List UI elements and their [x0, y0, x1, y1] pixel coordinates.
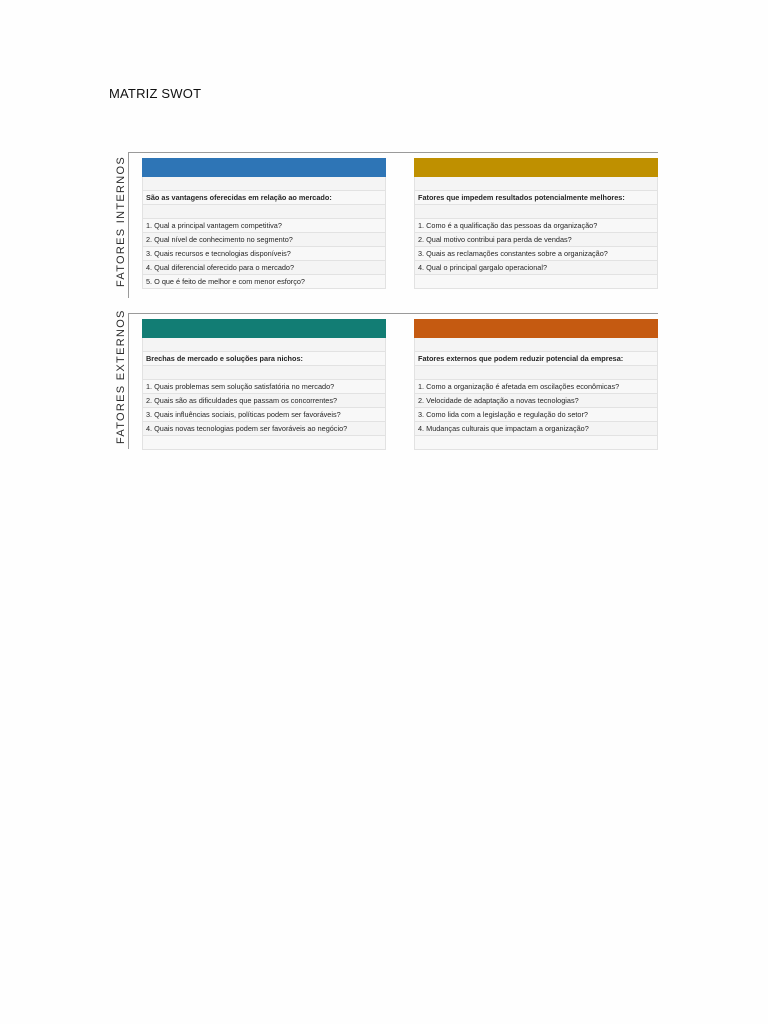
blank-row	[142, 205, 386, 219]
weaknesses-quadrant	[414, 158, 658, 289]
threats-item: 4. Mudanças culturais que impactam a organização?	[414, 422, 658, 436]
blank-row	[414, 366, 658, 380]
strengths-heading: São as vantagens oferecidas em relação ao mercado:	[142, 191, 386, 205]
strengths-item: 4. Qual diferencial oferecido para o mercado?	[142, 261, 386, 275]
opportunities-quadrant	[142, 319, 386, 450]
weaknesses-item: 1. Como é a qualificação das pessoas da organização?	[414, 219, 658, 233]
threats-item: 1. Como a organização é afetada em oscilações econômicas?	[414, 380, 658, 394]
blank-row	[414, 205, 658, 219]
weaknesses-header-bar	[414, 158, 658, 177]
internal-factors-label: FATORES INTERNOS	[115, 155, 127, 287]
section-bracket	[128, 313, 137, 449]
weaknesses-heading: Fatores que impedem resultados potencialmente melhores:	[414, 191, 658, 205]
internal-factors-section	[115, 152, 658, 298]
opportunities-heading: Brechas de mercado e soluções para nichos:	[142, 352, 386, 366]
strengths-item: 2. Qual nível de conhecimento no segmento?	[142, 233, 386, 247]
blank-row	[414, 177, 658, 191]
strengths-quadrant	[142, 158, 386, 289]
threats-heading: Fatores externos que podem reduzir potencial da empresa:	[414, 352, 658, 366]
weaknesses-item: 3. Quais as reclamações constantes sobre a organização?	[414, 247, 658, 261]
threats-item	[414, 436, 658, 450]
blank-row	[142, 177, 386, 191]
strengths-item: 5. O que é feito de melhor e com menor esforço?	[142, 275, 386, 289]
blank-row	[142, 366, 386, 380]
threats-item: 3. Como lida com a legislação e regulação do setor?	[414, 408, 658, 422]
blank-row	[142, 338, 386, 352]
section-top-rule	[136, 152, 658, 153]
page-title: MATRIZ SWOT	[109, 86, 202, 101]
threats-item: 2. Velocidade de adaptação a novas tecnologias?	[414, 394, 658, 408]
external-factors-section	[115, 309, 658, 449]
threats-quadrant	[414, 319, 658, 450]
section-bracket	[128, 152, 137, 298]
opportunities-item: 3. Quais influências sociais, políticas podem ser favoráveis?	[142, 408, 386, 422]
strengths-item: 1. Qual a principal vantagem competitiva?	[142, 219, 386, 233]
strengths-header-bar	[142, 158, 386, 177]
opportunities-item: 1. Quais problemas sem solução satisfatória no mercado?	[142, 380, 386, 394]
opportunities-item	[142, 436, 386, 450]
blank-row	[414, 338, 658, 352]
opportunities-header-bar	[142, 319, 386, 338]
threats-header-bar	[414, 319, 658, 338]
weaknesses-item: 2. Qual motivo contribui para perda de vendas?	[414, 233, 658, 247]
section-top-rule	[136, 313, 658, 314]
weaknesses-item: 4. Qual o principal gargalo operacional?	[414, 261, 658, 275]
weaknesses-item	[414, 275, 658, 289]
opportunities-item: 2. Quais são as dificuldades que passam os concorrentes?	[142, 394, 386, 408]
external-factors-label: FATORES EXTERNOS	[115, 309, 127, 444]
opportunities-item: 4. Quais novas tecnologias podem ser favoráveis ao negócio?	[142, 422, 386, 436]
strengths-item: 3. Quais recursos e tecnologias disponíveis?	[142, 247, 386, 261]
